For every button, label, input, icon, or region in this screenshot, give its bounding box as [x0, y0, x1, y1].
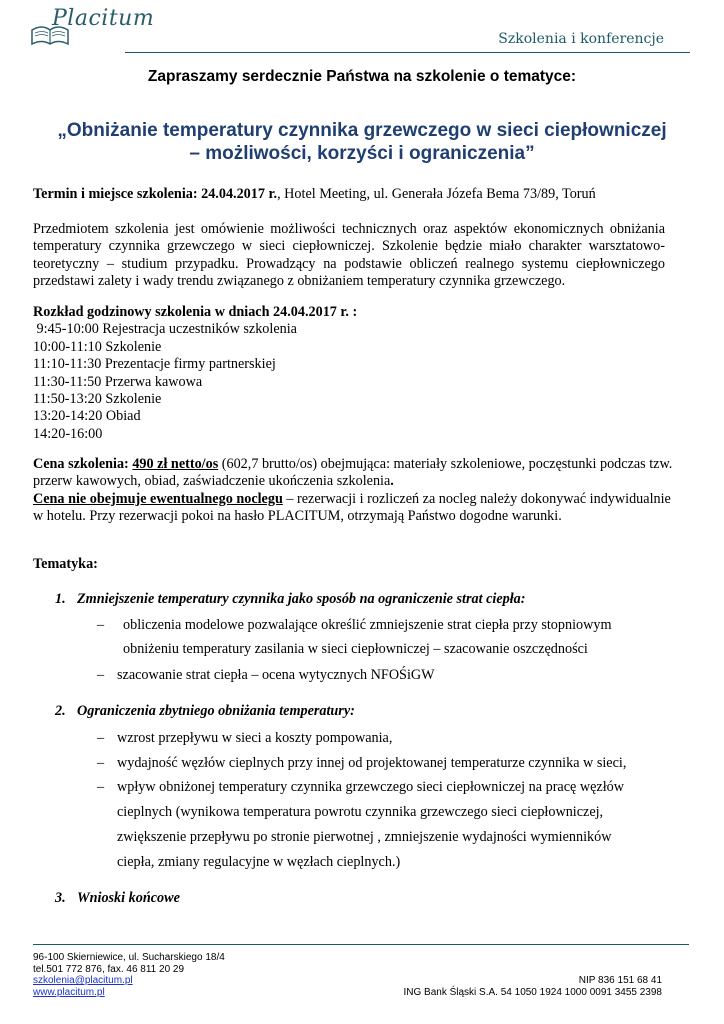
- termin-place: , Hotel Meeting, ul. Generała Józefa Bema 73/89, Toruń: [277, 186, 596, 202]
- price-details: (602,7 brutto/os) obejmująca: materiały szkoleniowe, poczęstunki podczas tzw. przerw kawowych, obiad, zaświadczenie ukończenia szkolenia: [33, 456, 673, 490]
- training-title: [0, 119, 724, 165]
- topic-heading: [55, 703, 355, 720]
- logo-text: Placitum: [52, 6, 155, 31]
- price-amount: 490 zł netto/os: [132, 456, 219, 472]
- footer-www-link[interactable]: www.placitum.pl: [33, 986, 105, 998]
- bullet-text: wzrost przepływu w sieci a koszty pompowania,: [117, 730, 393, 746]
- title-line-1: „Obniżanie temperatury czynnika grzewczego w sieci ciepłowniczej: [57, 120, 667, 141]
- topic-number: 1.: [55, 591, 66, 607]
- page-header: [0, 0, 724, 62]
- invite-heading: Zapraszamy serdecznie Państwa na szkolenie o tematyce:: [147, 68, 577, 85]
- dash-marker: –: [97, 730, 105, 746]
- footer-bank: ING Bank Śląski S.A. 54 1050 1924 1000 0091 3455 2398: [403, 986, 662, 998]
- footer-company: [403, 975, 662, 998]
- topic-heading: [55, 890, 180, 907]
- topic-title: Wnioski końcowe: [77, 890, 180, 906]
- accommodation-note: Cena nie obejmuje ewentualnego noclegu: [33, 490, 283, 507]
- termin-label: Termin i miejsce szkolenia: 24.04.2017 r.: [33, 186, 278, 202]
- termin-paragraph: [33, 186, 665, 203]
- topic-bullet-continuation: ciepła, zmiany regulacyjne w węzłach cieplnych.): [117, 854, 401, 870]
- schedule-item: 10:00-11:10 Szkolenie: [33, 338, 162, 355]
- schedule-item: 9:45-10:00 Rejestracja uczestników szkolenia: [33, 321, 297, 338]
- dash-marker: –: [97, 617, 105, 633]
- description-paragraph: Przedmiotem szkolenia jest omówienie możliwości technicznych oraz aspektów ekonomicznych obniżania temperatury czynnika grzewczego w sieci ciepłowniczej. Szkolenie będzie miało charakter warsztatowo-teoretyczny – studium przypadku. Prowadzący na podstawie obliczeń realnego systemu ciepłowniczego przedstawi zalety i wady trendu związanego z obniżaniem temperatury czynnika grzewczego.: [33, 221, 665, 290]
- price-paragraph: [33, 456, 673, 526]
- schedule-item: 11:50-13:20 Szkolenie: [33, 391, 162, 408]
- footer-phone: tel.501 772 876, fax. 46 811 20 29: [33, 963, 185, 975]
- topic-bullet: [97, 730, 393, 747]
- schedule-item: 14:20-16:00: [33, 425, 103, 442]
- schedule-item: 11:30-11:50 Przerwa kawowa: [33, 373, 203, 390]
- dash-marker: –: [97, 779, 105, 795]
- dash-marker: –: [97, 755, 105, 771]
- topic-title: Ograniczenia zbytniego obniżania temperatury:: [77, 703, 355, 719]
- topic-title: Zmniejszenie temperatury czynnika jako sposób na ograniczenie strat ciepła:: [77, 591, 526, 607]
- footer-nip: NIP 836 151 68 41: [578, 975, 662, 986]
- topic-bullet-continuation: obniżeniu temperatury zasilania w sieci ciepłowniczej – szacowanie oszczędności: [123, 641, 588, 657]
- topic-bullet-continuation: cieplnych (wynikowa temperatura powrotu czynnika grzewczego sieci ciepłowniczej,: [117, 804, 604, 820]
- topic-bullet: [97, 779, 624, 796]
- footer-email-link[interactable]: szkolenia@placitum.pl: [33, 975, 133, 987]
- schedule: [33, 304, 665, 443]
- title-line-2: – możliwości, korzyści i ograniczenia”: [189, 143, 535, 164]
- topic-bullet: [97, 617, 612, 634]
- topic-heading: [55, 591, 526, 608]
- footer-address: 96-100 Skierniewice, ul. Sucharskiego 18/4: [33, 952, 225, 963]
- schedule-item: 11:10-11:30 Prezentacje firmy partnerskiej: [33, 356, 276, 373]
- bullet-text: wydajność węzłów cieplnych przy innej od projektowanej temperaturze czynnika w sieci,: [117, 755, 627, 771]
- bullet-text: obliczenia modelowe pozwalające określić zmniejszenie strat ciepła przy stopniowym: [123, 617, 612, 633]
- header-divider: [125, 52, 690, 53]
- footer-divider: [33, 944, 689, 945]
- topic-number: 2.: [55, 703, 66, 719]
- header-tagline: Szkolenia i konferencje: [498, 31, 664, 47]
- topics-heading: Tematyka:: [33, 556, 98, 572]
- schedule-heading: Rozkład godzinowy szkolenia w dniach 24.04.2017 r. :: [33, 304, 358, 320]
- bullet-text: wpływ obniżonej temperatury czynnika grzewczego sieci ciepłowniczej na pracę węzłów: [117, 779, 624, 795]
- footer-contact: [33, 952, 225, 998]
- bullet-text: szacowanie strat ciepła – ocena wytycznych NFOŚiGW: [117, 667, 435, 683]
- topic-bullet-continuation: zwiększenie przepływu po stronie pierwotnej , zmniejszenie wydajności wymienników: [117, 829, 612, 845]
- price-dot: .: [390, 473, 394, 490]
- topic-bullet: [97, 755, 627, 772]
- topic-number: 3.: [55, 890, 66, 906]
- price-label: Cena szkolenia:: [33, 456, 129, 472]
- dash-marker: –: [97, 667, 105, 683]
- accommodation-details: – rezerwacji i rozliczeń za nocleg należy dokonywać indywidualnie w hotelu. Przy rezerwacji pokoi na hasło PLACITUM, otrzymają Państwo dogodne warunki.: [33, 490, 671, 525]
- topic-bullet: [97, 667, 435, 684]
- schedule-item: 13:20-14:20 Obiad: [33, 408, 141, 425]
